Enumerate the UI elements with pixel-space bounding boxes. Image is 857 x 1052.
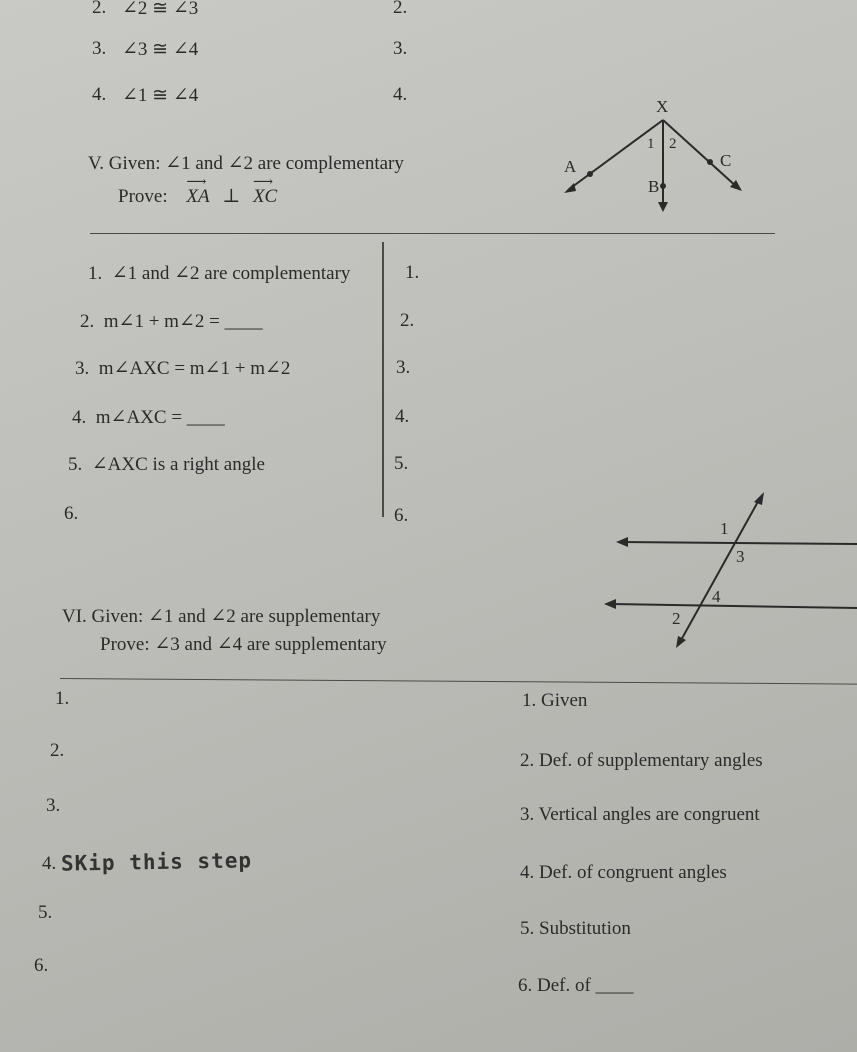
vi-row-4-reason: 4. Def. of congruent angles (520, 862, 727, 883)
prove-label: Prove: (118, 186, 168, 207)
ray-xa: ⟶ XA (186, 175, 210, 207)
top-row-3-num: 3. (92, 38, 107, 59)
v-row-1-reason: 1. (405, 262, 420, 283)
problem-vi-given: VI. Given: ∠1 and ∠2 are supplementary (62, 606, 381, 627)
column-divider-v (382, 242, 384, 517)
v-row-5-statement: 5. ∠AXC is a right angle (68, 454, 265, 475)
label-4: 4 (712, 587, 721, 606)
v-row-1-statement: 1. ∠1 and ∠2 are complementary (88, 263, 351, 284)
v-row-3-reason: 3. (396, 357, 411, 378)
perpendicular-symbol: ⊥ (222, 186, 241, 207)
divider-vi (60, 678, 857, 685)
label-a: A (564, 157, 577, 176)
v-row-2-statement: 2. m∠1 + m∠2 = ____ (80, 311, 263, 332)
v-row-4-reason: 4. (395, 406, 410, 427)
label-2: 2 (669, 136, 677, 152)
label-3: 3 (736, 547, 745, 566)
top-row-4-statement: ∠1 ≅ ∠4 (122, 85, 199, 106)
top-row-2-statement: ∠2 ≅ ∠3 (122, 0, 199, 19)
problem-v-given: V. Given: ∠1 and ∠2 are complementary (88, 153, 404, 174)
vi-row-6-statement: 6. (34, 955, 49, 976)
label-c: C (720, 151, 732, 170)
diagram-vi (600, 490, 857, 660)
vi-row-2-reason: 2. Def. of supplementary angles (520, 750, 763, 771)
handwritten-note: SKip this step (60, 848, 253, 876)
vi-row-5-statement: 5. (38, 902, 53, 923)
v-row-6-reason: 6. (394, 505, 409, 526)
divider-v (90, 233, 775, 234)
vi-row-1-statement: 1. (55, 688, 70, 709)
top-row-4-num: 4. (92, 84, 107, 105)
v-row-4-statement: 4. m∠AXC = ____ (72, 407, 225, 428)
vi-row-3-reason: 3. Vertical angles are congruent (520, 804, 760, 825)
vi-row-6-reason: 6. Def. of ____ (518, 975, 634, 996)
problem-vi-prove: Prove: ∠3 and ∠4 are supplementary (100, 634, 387, 655)
vi-row-2-statement: 2. (50, 740, 65, 761)
ray-xc: ⟶ XC (252, 175, 278, 207)
v-row-3-statement: 3. m∠AXC = m∠1 + m∠2 (75, 358, 291, 379)
v-row-5-reason: 5. (394, 453, 409, 474)
top-row-2-num: 2. (92, 0, 107, 18)
v-row-2-reason: 2. (400, 310, 415, 331)
label-1: 1 (720, 519, 729, 538)
vi-row-3-statement: 3. (46, 795, 61, 816)
top-row-3-reason: 3. (393, 38, 408, 59)
diagram-v (550, 90, 750, 220)
problem-v-prove (118, 175, 278, 208)
label-b: B (648, 177, 660, 196)
top-row-4-reason: 4. (393, 84, 408, 105)
top-row-2-reason: 2. (393, 0, 408, 18)
v-row-6-statement: 6. (64, 503, 79, 524)
vi-row-5-reason: 5. Substitution (520, 918, 631, 939)
top-row-3-statement: ∠3 ≅ ∠4 (122, 39, 199, 60)
vi-row-4-statement: 4. SKip this step (42, 848, 253, 876)
label-x: X (656, 97, 669, 116)
label-1: 1 (647, 136, 655, 152)
label-2: 2 (672, 609, 681, 628)
vi-row-1-reason: 1. Given (522, 690, 588, 711)
